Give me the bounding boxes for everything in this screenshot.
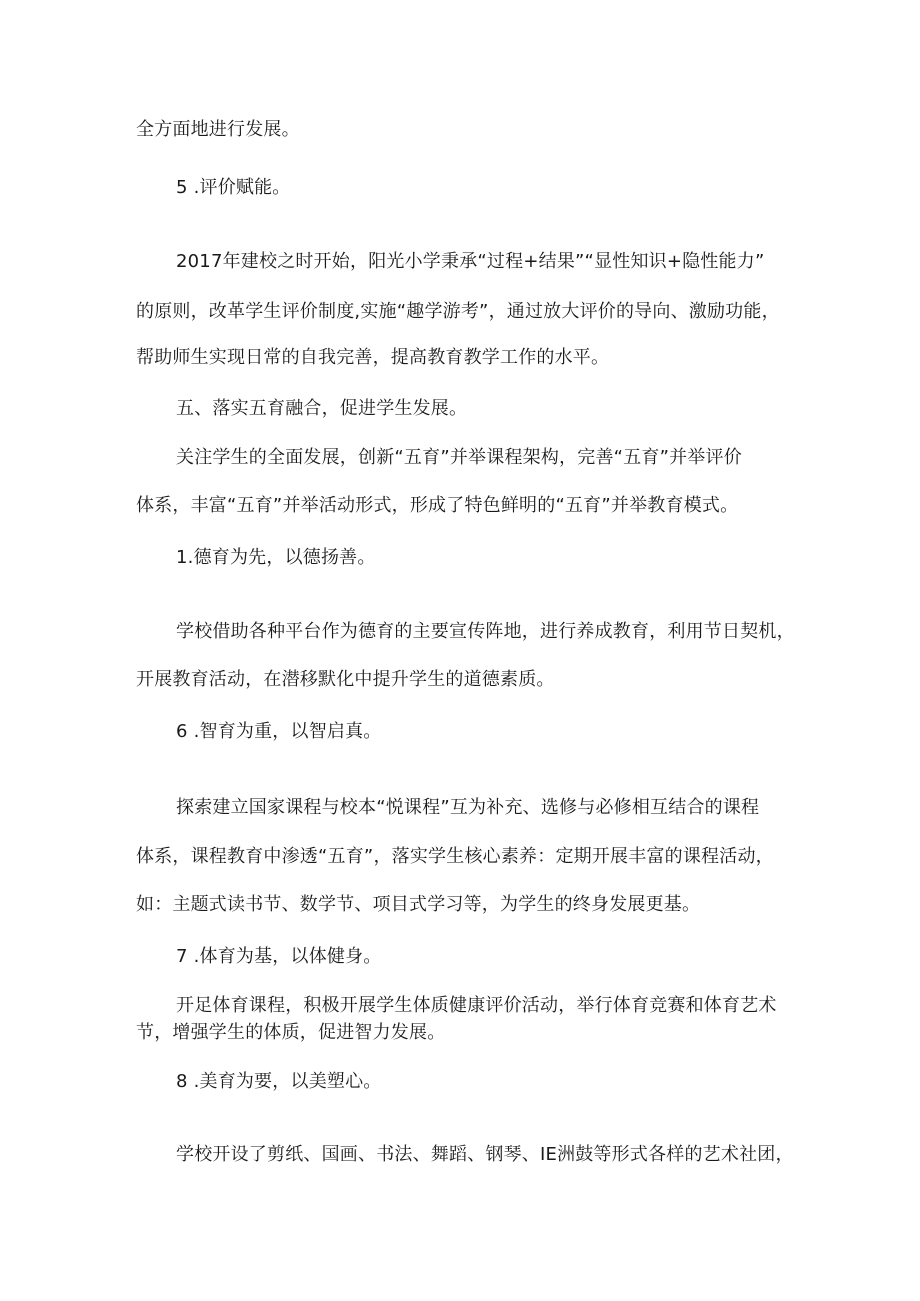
paragraph-line: 开足体育课程，积极开展学生体质健康评价活动，举行体育竞赛和体育艺术 (176, 995, 777, 1016)
section-heading: 五、落实五育融合，促进学生发展。 (176, 398, 468, 419)
paragraph-line: 学校开设了剪纸、国画、书法、舞蹈、钢琴、IE洲鼓等形式各样的艺术社团， (176, 1144, 794, 1165)
section-heading: 7 .体育为基，以体健身。 (176, 946, 382, 967)
section-heading: 5 .评价赋能。 (176, 177, 291, 198)
paragraph-line: 帮助师生实现日常的自我完善，提高教育教学工作的水平。 (136, 347, 610, 368)
paragraph-line: 探索建立国家课程与校本“悦课程”互为补充、选修与必修相互结合的课程 (176, 797, 760, 818)
paragraph-line: 2017年建校之时开始，阳光小学秉承“过程+结果”“显性知识+隐性能力” (176, 251, 765, 272)
paragraph-line: 关注学生的全面发展，创新“五育”并举课程架构，完善“五育”并举评价 (176, 447, 742, 468)
paragraph-line: 开展教育活动，在潜移默化中提升学生的道德素质。 (136, 669, 555, 690)
paragraph-line: 如：主题式读书节、数学节、项目式学习等，为学生的终身发展更基。 (136, 894, 701, 915)
paragraph-line: 学校借助各种平台作为德育的主要宣传阵地，进行养成教育，利用节日契机， (176, 621, 795, 642)
paragraph-line: 的原则，改革学生评价制度,实施“趣学游考”，通过放大评价的导向、激励功能， (136, 301, 780, 322)
paragraph-line: 全方面地进行发展。 (136, 119, 300, 140)
section-heading: 1.德育为先，以德扬善。 (176, 547, 376, 568)
section-heading: 6 .智育为重，以智启真。 (176, 721, 382, 742)
section-heading: 8 .美育为要，以美塑心。 (176, 1071, 382, 1092)
paragraph-line: 体系，丰富“五育”并举活动形式，形成了特色鲜明的“五育”并举教育模式。 (136, 495, 739, 516)
paragraph-line: 体系，课程教育中渗透“五育”，落实学生核心素养：定期开展丰富的课程活动， (136, 846, 774, 867)
paragraph-line: 节，增强学生的体质，促进智力发展。 (136, 1022, 446, 1043)
